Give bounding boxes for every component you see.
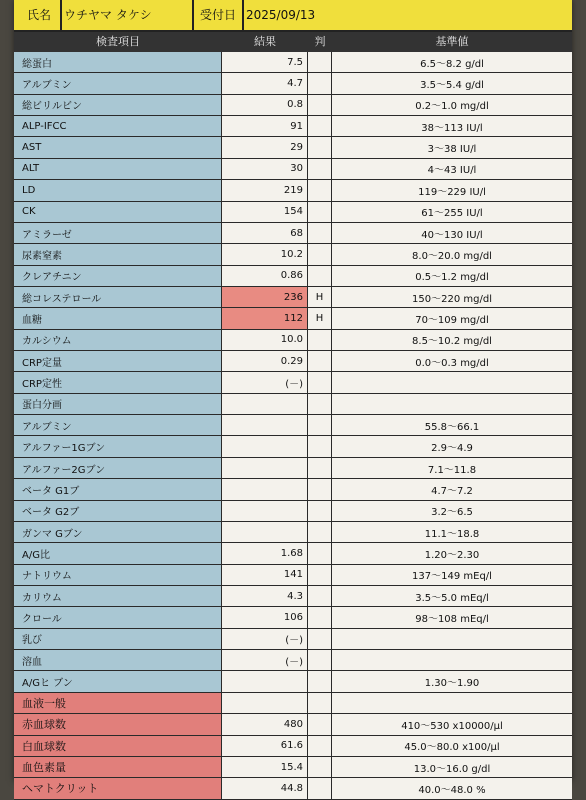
judgment-flag <box>308 607 332 627</box>
reference-range: 13.0～16.0 g/dl <box>332 757 572 777</box>
judgment-flag <box>308 159 332 179</box>
judgment-flag: H <box>308 308 332 328</box>
result-value <box>222 522 308 542</box>
patient-name: ウチヤマ タケシ <box>64 8 152 22</box>
result-value: (－) <box>222 629 308 649</box>
reference-range: 150～220 mg/dl <box>332 287 572 307</box>
test-item-name: アルブミン <box>14 415 222 435</box>
judgment-flag <box>308 137 332 157</box>
test-item-name: 白血球数 <box>14 736 222 756</box>
result-value: 61.6 <box>222 736 308 756</box>
table-row <box>14 159 572 180</box>
result-value: 4.7 <box>222 73 308 93</box>
test-item-name: ナトリウム <box>14 565 222 585</box>
judgment-flag <box>308 394 332 414</box>
table-row <box>14 244 572 265</box>
test-item-name: ALP-IFCC <box>14 116 222 136</box>
table-row <box>14 351 572 372</box>
test-item-name: アルファー1Gブン <box>14 436 222 456</box>
judgment-flag <box>308 671 332 691</box>
column-header-item: 検査項目 <box>96 35 140 48</box>
test-item-name: 血液一般 <box>14 693 222 713</box>
column-header-row <box>14 32 572 52</box>
judgment-flag <box>308 693 332 713</box>
judgment-flag <box>308 586 332 606</box>
test-item-name: 赤血球数 <box>14 714 222 734</box>
result-value <box>222 501 308 521</box>
table-row <box>14 522 572 543</box>
test-item-name: カリウム <box>14 586 222 606</box>
test-item-name: 血色素量 <box>14 757 222 777</box>
column-header-result: 結果 <box>254 35 276 48</box>
reference-range: 45.0～80.0 x100/μl <box>332 736 572 756</box>
reference-range: 0.0～0.3 mg/dl <box>332 351 572 371</box>
reference-range: 40.0～48.0 % <box>332 778 572 798</box>
result-value: 30 <box>222 159 308 179</box>
test-item-name: ガンマ Gブン <box>14 522 222 542</box>
table-row <box>14 736 572 757</box>
result-value: 68 <box>222 223 308 243</box>
table-row <box>14 180 572 201</box>
result-value <box>222 415 308 435</box>
reference-range: 70～109 mg/dl <box>332 308 572 328</box>
judgment-flag <box>308 436 332 456</box>
table-row <box>14 458 572 479</box>
reference-range: 137～149 mEq/l <box>332 565 572 585</box>
result-value: 7.5 <box>222 52 308 72</box>
judgment-flag <box>308 757 332 777</box>
result-value: 10.0 <box>222 330 308 350</box>
table-row <box>14 266 572 287</box>
reference-range: 2.9～4.9 <box>332 436 572 456</box>
result-value <box>222 458 308 478</box>
table-row <box>14 757 572 778</box>
judgment-flag <box>308 415 332 435</box>
result-value: 154 <box>222 202 308 222</box>
judgment-flag <box>308 202 332 222</box>
table-row <box>14 372 572 393</box>
judgment-flag <box>308 73 332 93</box>
result-value <box>222 693 308 713</box>
test-item-name: 総蛋白 <box>14 52 222 72</box>
reference-range: 0.2～1.0 mg/dl <box>332 95 572 115</box>
judgment-flag <box>308 650 332 670</box>
result-value <box>222 436 308 456</box>
reference-range: 8.5～10.2 mg/dl <box>332 330 572 350</box>
result-value <box>222 671 308 691</box>
lab-report-sheet <box>14 0 572 796</box>
reference-range <box>332 693 572 713</box>
reference-range: 38～113 IU/l <box>332 116 572 136</box>
test-item-name: 総コレステロール <box>14 287 222 307</box>
column-header-reference: 基準値 <box>435 35 469 48</box>
test-item-name: LD <box>14 180 222 200</box>
test-item-name: AST <box>14 137 222 157</box>
reference-range <box>332 394 572 414</box>
table-row <box>14 650 572 671</box>
result-value: 1.68 <box>222 543 308 563</box>
test-item-name: 蛋白分画 <box>14 394 222 414</box>
result-value: 44.8 <box>222 778 308 798</box>
report-header <box>14 0 572 32</box>
test-item-name: A/Gヒ ブン <box>14 671 222 691</box>
table-row <box>14 565 572 586</box>
result-value: 29 <box>222 137 308 157</box>
reception-date: 2025/09/13 <box>246 8 316 22</box>
reference-range: 4.7～7.2 <box>332 479 572 499</box>
judgment-flag <box>308 714 332 734</box>
test-item-name: ベータ G2ブ <box>14 501 222 521</box>
judgment-flag <box>308 266 332 286</box>
judgment-flag <box>308 95 332 115</box>
result-value: 0.29 <box>222 351 308 371</box>
table-row <box>14 436 572 457</box>
result-value: 0.8 <box>222 95 308 115</box>
reference-range: 3.2～6.5 <box>332 501 572 521</box>
test-item-name: 溶血 <box>14 650 222 670</box>
test-item-name: CK <box>14 202 222 222</box>
table-row <box>14 308 572 329</box>
column-header-judgment: 判 <box>314 35 326 48</box>
test-item-name: ALT <box>14 159 222 179</box>
judgment-flag <box>308 458 332 478</box>
judgment-flag <box>308 372 332 392</box>
reference-range: 61～255 IU/l <box>332 202 572 222</box>
judgment-flag <box>308 736 332 756</box>
result-value: 10.2 <box>222 244 308 264</box>
judgment-flag <box>308 116 332 136</box>
test-item-name: ベータ G1ブ <box>14 479 222 499</box>
judgment-flag <box>308 778 332 798</box>
table-row <box>14 693 572 714</box>
test-item-name: A/G比 <box>14 543 222 563</box>
table-row <box>14 415 572 436</box>
result-value: 112 <box>222 308 308 328</box>
table-row <box>14 73 572 94</box>
name-label: 氏名 <box>18 0 62 30</box>
result-value: 0.86 <box>222 266 308 286</box>
result-value <box>222 394 308 414</box>
reference-range: 3.5～5.4 g/dl <box>332 73 572 93</box>
reference-range <box>332 650 572 670</box>
judgment-flag <box>308 351 332 371</box>
judgment-flag <box>308 330 332 350</box>
result-value: (－) <box>222 372 308 392</box>
reference-range: 11.1～18.8 <box>332 522 572 542</box>
table-row <box>14 330 572 351</box>
table-row <box>14 95 572 116</box>
test-item-name: カルシウム <box>14 330 222 350</box>
table-row <box>14 607 572 628</box>
results-table <box>14 52 572 800</box>
result-value: (－) <box>222 650 308 670</box>
test-item-name: 乳び <box>14 629 222 649</box>
test-item-name: 血糖 <box>14 308 222 328</box>
test-item-name: クレアチニン <box>14 266 222 286</box>
judgment-flag <box>308 223 332 243</box>
table-row <box>14 671 572 692</box>
reference-range: 3～38 IU/l <box>332 137 572 157</box>
reference-range: 119～229 IU/l <box>332 180 572 200</box>
table-row <box>14 137 572 158</box>
test-item-name: クロール <box>14 607 222 627</box>
result-value: 91 <box>222 116 308 136</box>
reference-range: 3.5～5.0 mEq/l <box>332 586 572 606</box>
judgment-flag <box>308 479 332 499</box>
judgment-flag <box>308 522 332 542</box>
test-item-name: アルファー2Gブン <box>14 458 222 478</box>
test-item-name: アミラーゼ <box>14 223 222 243</box>
table-row <box>14 52 572 73</box>
table-row <box>14 714 572 735</box>
table-row <box>14 202 572 223</box>
table-row <box>14 223 572 244</box>
result-value: 106 <box>222 607 308 627</box>
judgment-flag <box>308 501 332 521</box>
reference-range: 1.20～2.30 <box>332 543 572 563</box>
test-item-name: CRP定性 <box>14 372 222 392</box>
judgment-flag <box>308 543 332 563</box>
result-value: 141 <box>222 565 308 585</box>
reference-range: 0.5～1.2 mg/dl <box>332 266 572 286</box>
judgment-flag <box>308 180 332 200</box>
table-row <box>14 629 572 650</box>
reference-range: 1.30～1.90 <box>332 671 572 691</box>
judgment-flag <box>308 52 332 72</box>
test-item-name: アルブミン <box>14 73 222 93</box>
test-item-name: 総ビリルビン <box>14 95 222 115</box>
test-item-name: ヘマトクリット <box>14 778 222 798</box>
judgment-flag: H <box>308 287 332 307</box>
result-value: 236 <box>222 287 308 307</box>
judgment-flag <box>308 565 332 585</box>
table-row <box>14 501 572 522</box>
reference-range: 8.0～20.0 mg/dl <box>332 244 572 264</box>
judgment-flag <box>308 244 332 264</box>
table-row <box>14 287 572 308</box>
result-value <box>222 479 308 499</box>
reference-range: 40～130 IU/l <box>332 223 572 243</box>
reference-range: 98～108 mEq/l <box>332 607 572 627</box>
result-value: 4.3 <box>222 586 308 606</box>
reference-range: 6.5～8.2 g/dl <box>332 52 572 72</box>
result-value: 480 <box>222 714 308 734</box>
test-item-name: CRP定量 <box>14 351 222 371</box>
table-row <box>14 116 572 137</box>
table-row <box>14 479 572 500</box>
result-value: 15.4 <box>222 757 308 777</box>
test-item-name: 尿素窒素 <box>14 244 222 264</box>
reference-range: 4～43 IU/l <box>332 159 572 179</box>
date-label: 受付日 <box>192 0 244 30</box>
table-row <box>14 586 572 607</box>
reference-range: 55.8～66.1 <box>332 415 572 435</box>
reference-range: 7.1～11.8 <box>332 458 572 478</box>
table-row <box>14 543 572 564</box>
reference-range <box>332 372 572 392</box>
table-row <box>14 394 572 415</box>
reference-range <box>332 629 572 649</box>
result-value: 219 <box>222 180 308 200</box>
table-row <box>14 778 572 799</box>
reference-range: 410～530 x10000/μl <box>332 714 572 734</box>
judgment-flag <box>308 629 332 649</box>
